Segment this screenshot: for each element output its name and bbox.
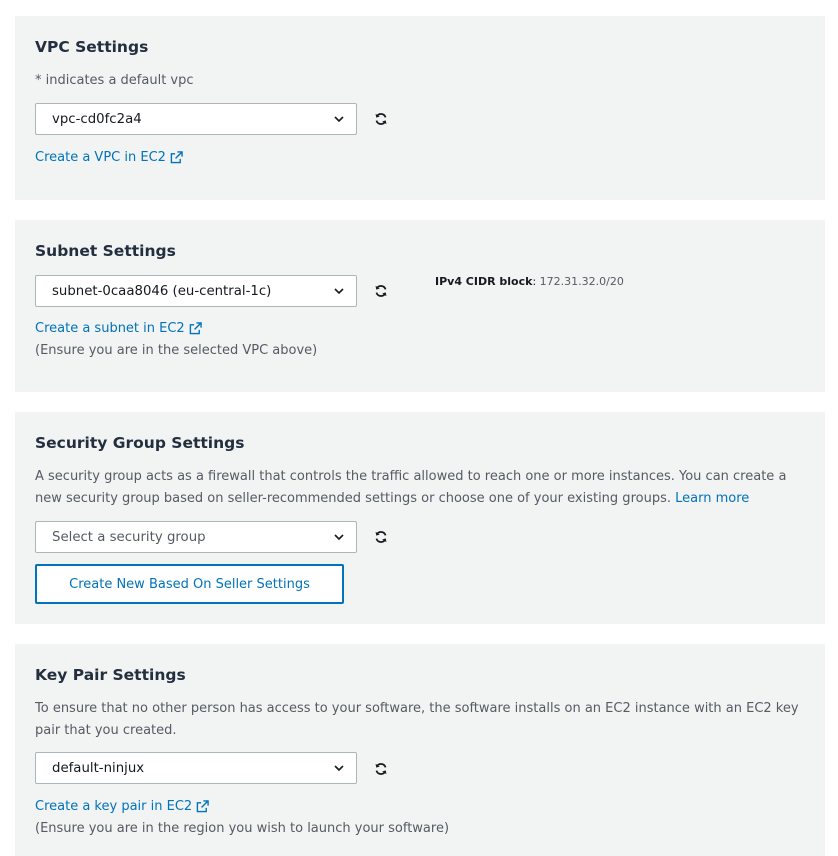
key-pair-settings-panel [15,644,825,856]
refresh-icon[interactable] [374,284,388,298]
refresh-icon[interactable] [374,112,388,126]
external-link-icon [196,800,209,813]
create-vpc-link[interactable] [35,150,183,165]
create-subnet-link-label: Create a subnet in EC2 [35,321,185,336]
external-link-icon [189,322,202,335]
chevron-down-icon [334,286,344,296]
vpc-select[interactable] [35,103,357,135]
subnet-settings-title: Subnet Settings [35,242,176,260]
chevron-down-icon [334,763,344,773]
create-key-pair-link-label: Create a key pair in EC2 [35,799,193,814]
default-vpc-note: * indicates a default vpc [35,73,194,88]
cidr-block-value: 172.31.32.0/20 [539,275,624,288]
key-pair-select-value: default-ninjux [52,760,145,776]
key-pair-hint: (Ensure you are in the region you wish to launch your software) [35,821,450,836]
refresh-icon[interactable] [374,762,388,776]
security-group-settings-title: Security Group Settings [35,434,245,452]
key-pair-settings-title: Key Pair Settings [35,666,186,684]
learn-more-link[interactable]: Learn more [675,491,750,506]
refresh-icon[interactable] [374,530,388,544]
cidr-separator: : [532,275,537,288]
external-link-icon [170,151,183,164]
create-vpc-link-label: Create a VPC in EC2 [35,150,166,165]
cidr-block-label: IPv4 CIDR block [435,275,533,288]
subnet-settings-panel [15,220,825,392]
security-group-select-placeholder: Select a security group [52,529,206,545]
create-subnet-link[interactable] [35,321,202,336]
security-group-select[interactable] [35,521,357,553]
key-pair-select[interactable] [35,752,357,784]
subnet-select-value: subnet-0caa8046 (eu-central-1c) [52,283,272,299]
vpc-settings-title: VPC Settings [35,38,149,56]
cidr-block-info [435,275,624,288]
subnet-hint: (Ensure you are in the selected VPC above) [35,343,318,358]
create-security-group-button[interactable]: Create New Based On Seller Settings [35,564,344,604]
security-group-description [35,466,805,510]
subnet-select[interactable] [35,275,357,307]
vpc-settings-panel [15,16,825,200]
create-key-pair-link[interactable] [35,799,209,814]
chevron-down-icon [334,532,344,542]
vpc-select-value: vpc-cd0fc2a4 [52,111,142,127]
security-group-description-text: A security group acts as a firewall that controls the traffic allowed to reach one or more instances. You can create a new security group based on seller-recommended settings or choose one of your existing groups. [35,469,787,506]
chevron-down-icon [334,114,344,124]
key-pair-description: To ensure that no other person has access to your software, the software installs on an EC2 instance with an EC2 key pair that you created. [35,701,799,738]
security-group-settings-panel [15,412,825,624]
